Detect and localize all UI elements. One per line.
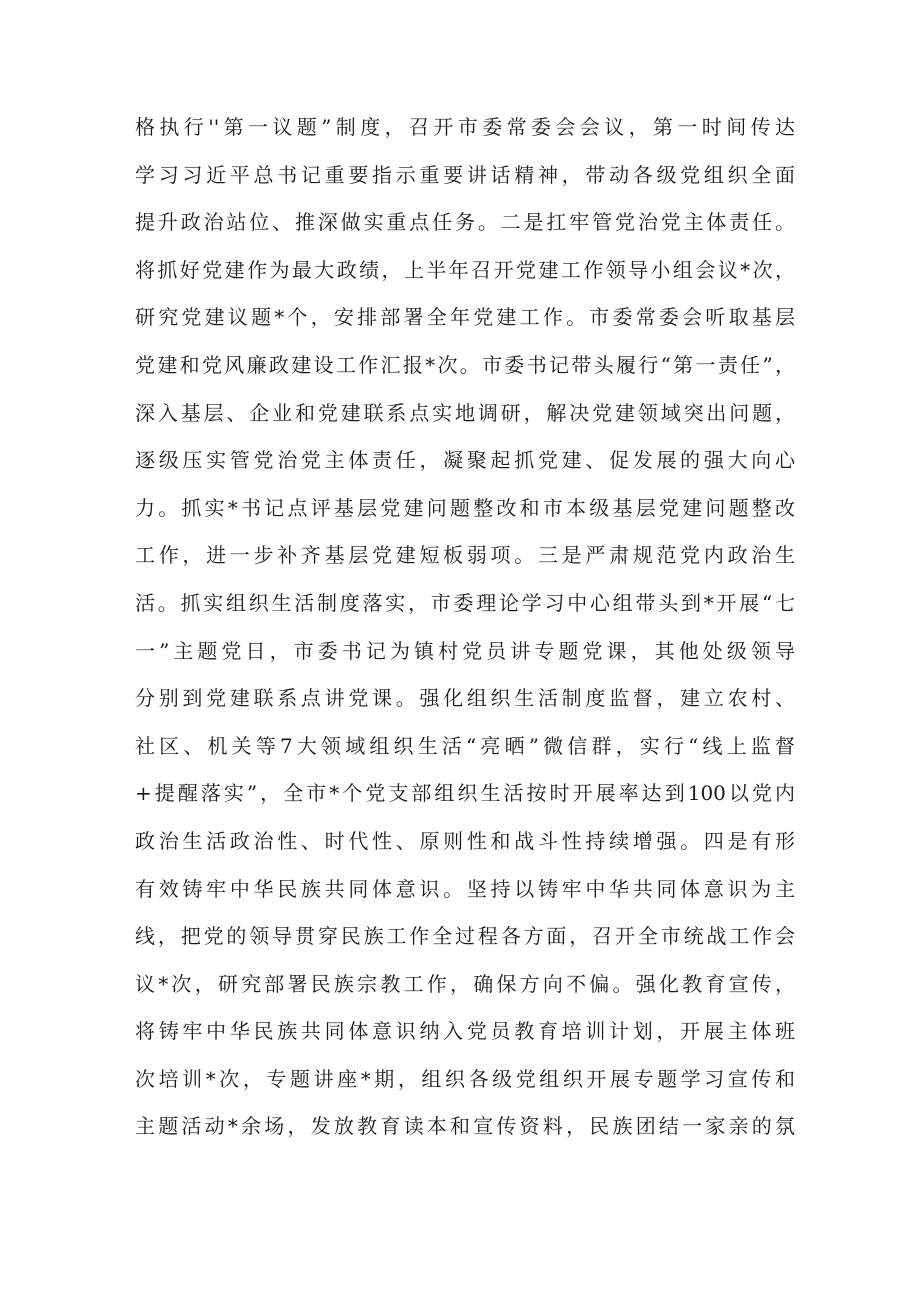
text-line: 分别到党建联系点讲党课。强化组织生活制度监督，建立农村、: [135, 686, 795, 711]
text-line: +提醒落实”，全市*个党支部组织生活按时开展率达到100以党内: [135, 781, 795, 806]
text-line: 研究党建议题*个，安排部署全年党建工作。市委常委会听取基层: [135, 305, 795, 330]
text-line: 将铸牢中华民族共同体意识纳入党员教育培训计划，开展主体班: [135, 1019, 795, 1044]
text-line: 政治生活政治性、时代性、原则性和战斗性持续增强。四是有形: [135, 828, 795, 853]
text-line: 有效铸牢中华民族共同体意识。坚持以铸牢中华共同体意识为主: [135, 876, 795, 901]
text-line: 党建和党风廉政建设工作汇报*次。市委书记带头履行“第一责任”，: [135, 352, 795, 377]
text-line: 学习习近平总书记重要指示重要讲话精神，带动各级党组织全面: [135, 162, 795, 187]
text-line: 力。抓实*书记点评基层党建问题整改和市本级基层党建问题整改: [135, 495, 795, 520]
text-line: 工作，进一步补齐基层党建短板弱项。三是严肃规范党内政治生: [135, 543, 795, 568]
text-line: 逐级压实管党治党主体责任，凝聚起抓党建、促发展的强大向心: [135, 448, 795, 473]
text-line: 提升政治站位、推深做实重点任务。二是扛牢管党治党主体责任。: [135, 210, 795, 235]
text-line: 社区、机关等7大领域组织生活“亮晒”微信群，实行“线上监督: [135, 733, 795, 758]
text-line: 线，把党的领导贯穿民族工作全过程各方面，召开全市统战工作会: [135, 924, 795, 949]
text-line: 一”主题党日，市委书记为镇村党员讲专题党课，其他处级领导: [135, 638, 795, 663]
text-line: 将抓好党建作为最大政绩，上半年召开党建工作领导小组会议*次，: [135, 257, 795, 282]
body-text: [135, 104, 795, 1151]
text-line: 主题活动*余场，发放教育读本和宣传资料，民族团结一家亲的氛: [135, 1114, 795, 1139]
text-line: 活。抓实组织生活制度落实，市委理论学习中心组带头到*开展“七: [135, 590, 795, 615]
text-line: 深入基层、企业和党建联系点实地调研，解决党建领域突出问题，: [135, 400, 795, 425]
text-line: 次培训*次，专题讲座*期，组织各级党组织开展专题学习宣传和: [135, 1066, 795, 1091]
text-line: 议*次，研究部署民族宗教工作，确保方向不偏。强化教育宣传，: [135, 971, 795, 996]
text-line: 格执行''第一议题”制度，召开市委常委会会议，第一时间传达: [135, 115, 795, 139]
